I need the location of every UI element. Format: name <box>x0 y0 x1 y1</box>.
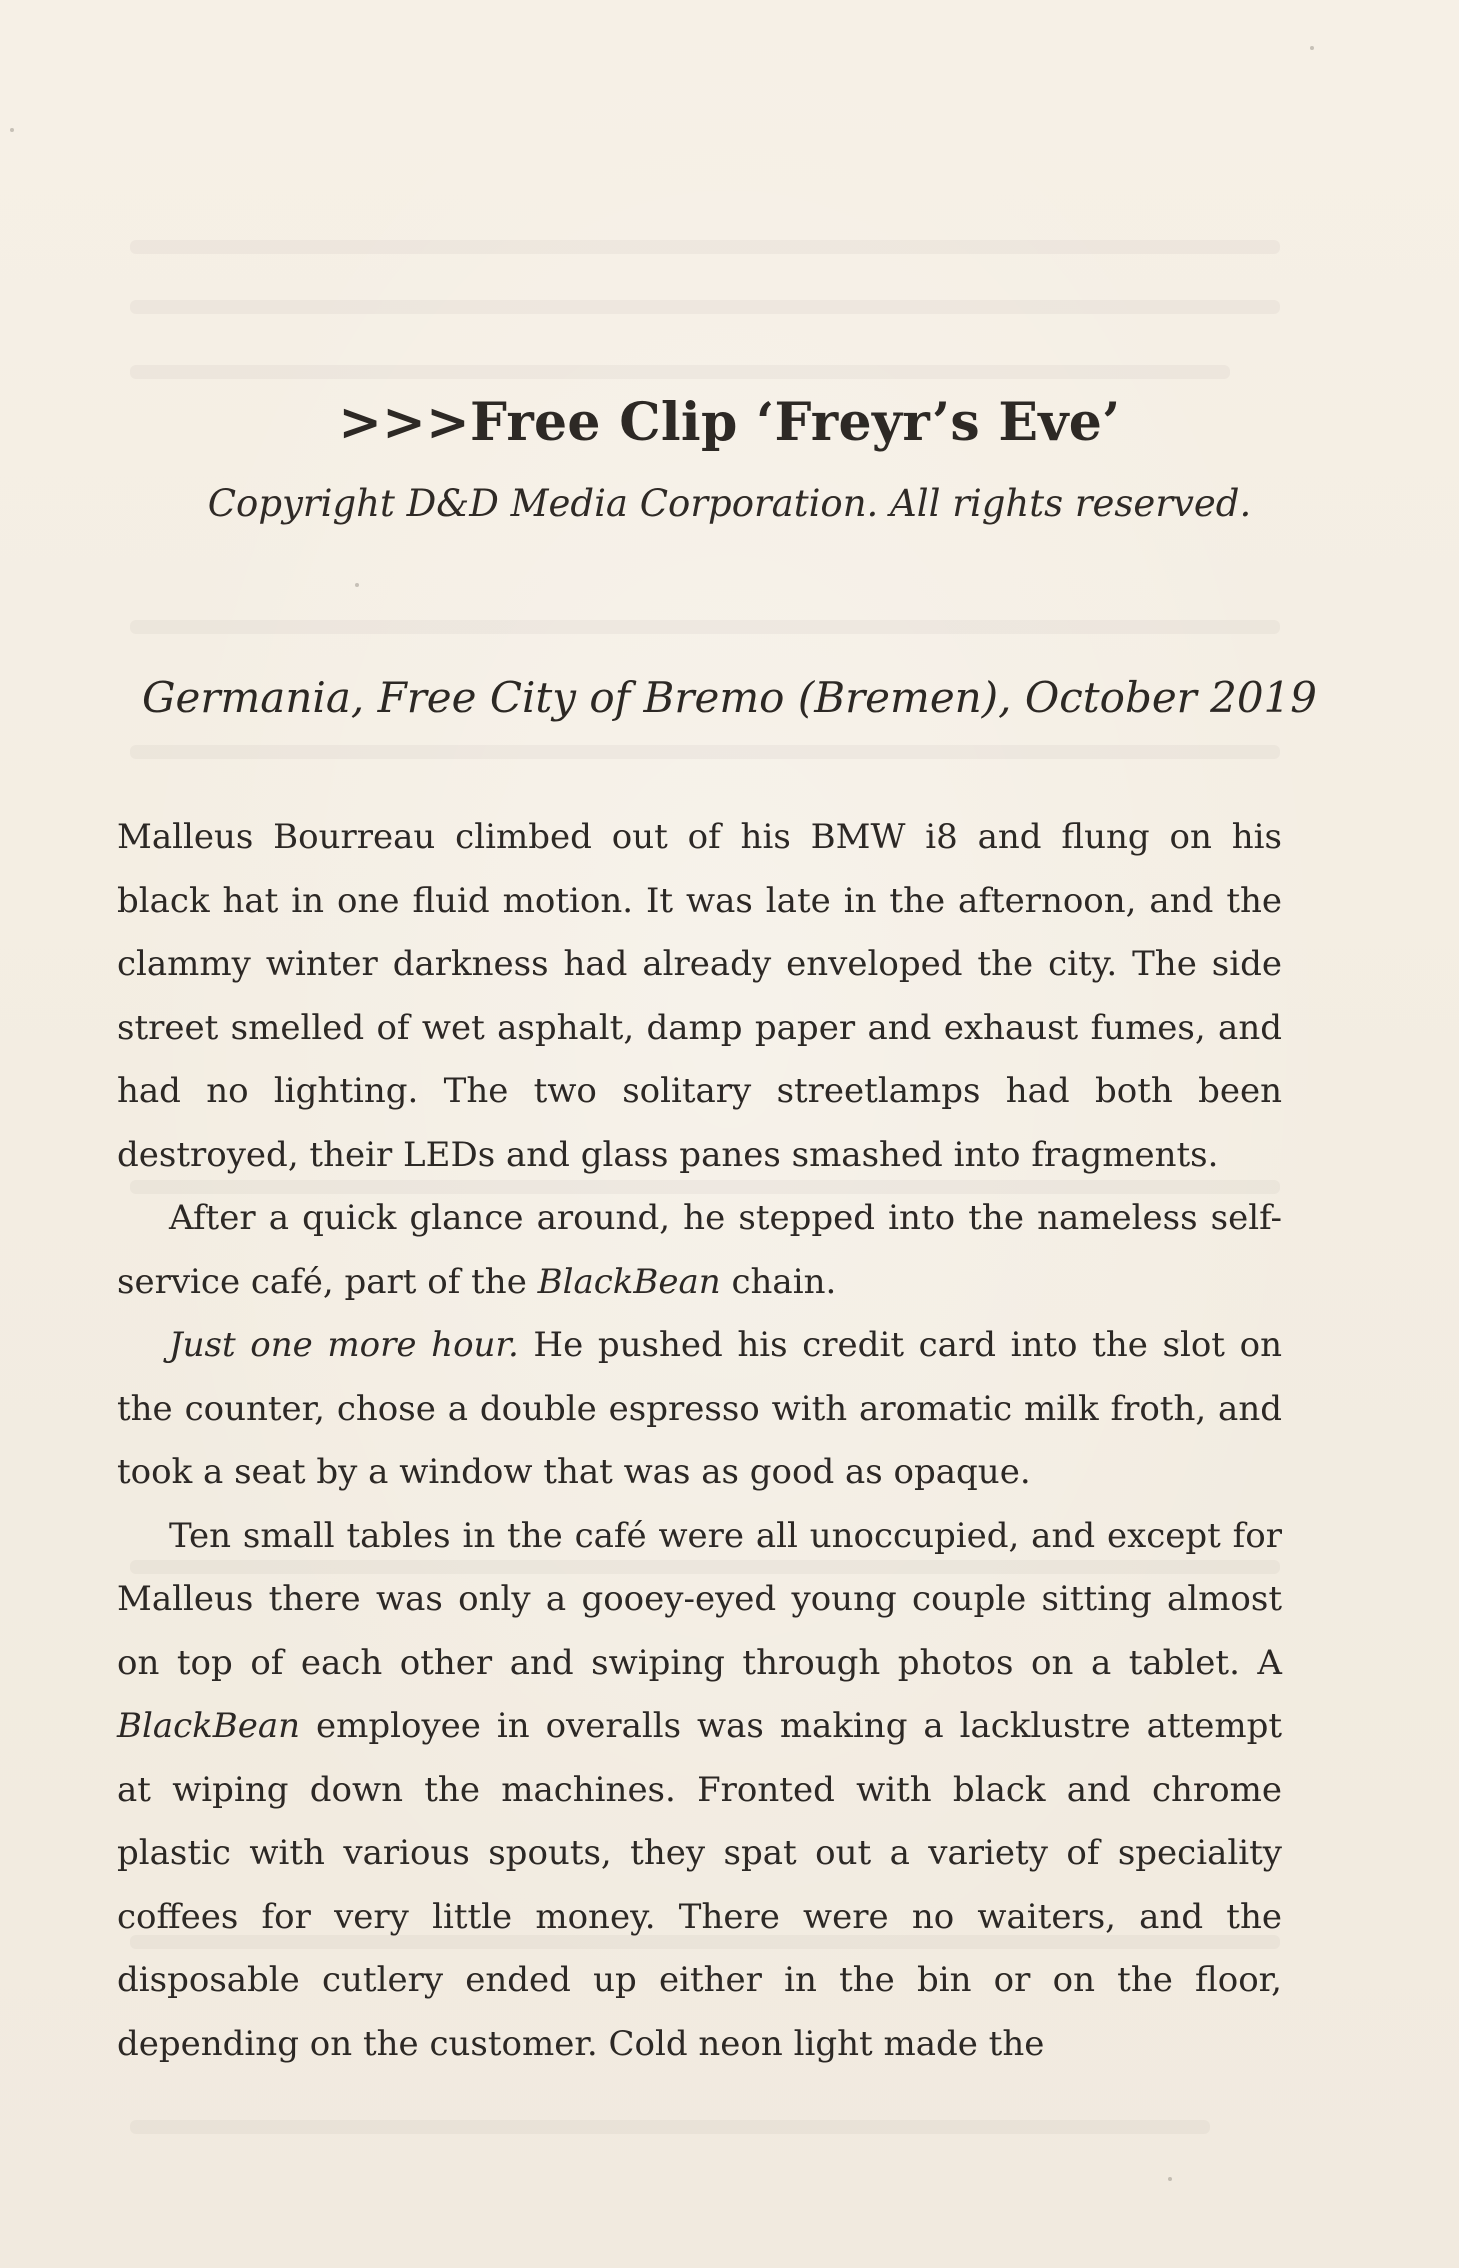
paragraph: Malleus Bourreau climbed out of his BMW i8 and flung on his black hat in one fluid motion. It was late in the afternoon, and the clammy winter darkness had already enveloped the city. The side street smelled of wet asphalt, damp paper and exhaust fumes, and had no lighting. The two solitary streetlamps had both been destroyed, their LEDs and glass panes smashed into fragments. <box>117 817 1282 1175</box>
show-through-line <box>130 300 1280 314</box>
show-through-line <box>130 365 1230 379</box>
italic-text-run: BlackBean <box>117 1706 301 1746</box>
text-run: After a quick glance around, he stepped into the nameless self-service café, part of the <box>117 1198 1282 1302</box>
speck <box>1168 2177 1172 2181</box>
text-run: employee in overalls was making a lacklustre attempt at wiping down the machines. Fronted with black and chrome plastic with various spouts, they spat out a variety of speciality coffees for very little money. There were no waiters, and the disposable cutlery ended up either in the bin or on the floor, depending on the customer. Cold neon light made the <box>117 1706 1282 2064</box>
text-run: Ten small tables in the café were all unoccupied, and except for Malleus there was only a gooey-eyed young couple sitting almost on top of each other and swiping through photos on a tablet. A <box>117 1515 1282 1683</box>
show-through-line <box>130 2120 1210 2134</box>
paragraph <box>117 1187 1282 1314</box>
show-through-line <box>130 620 1280 634</box>
paragraph <box>117 1314 1282 1505</box>
speck <box>1310 46 1314 50</box>
paragraph <box>117 1505 1282 2077</box>
speck <box>355 583 359 587</box>
italic-text-run: Just one more hour. <box>169 1325 519 1365</box>
body-text <box>117 806 1282 2076</box>
show-through-line <box>130 240 1280 254</box>
chapter-title: >>>Free Clip ‘Freyr’s Eve’ <box>338 392 1121 453</box>
text-run: He pushed his credit card into the slot on the counter, chose a double espresso with aromatic milk froth, and took a seat by a window that was as good as opaque. <box>117 1325 1282 1492</box>
show-through-line <box>130 745 1280 759</box>
italic-text-run: BlackBean <box>537 1261 721 1302</box>
scene-location-heading: Germania, Free City of Bremo (Bremen), October 2019 <box>142 673 1317 722</box>
speck <box>10 128 14 132</box>
text-run: chain. <box>720 1261 837 1302</box>
copyright-line: Copyright D&D Media Corporation. All rights reserved. <box>207 482 1252 525</box>
